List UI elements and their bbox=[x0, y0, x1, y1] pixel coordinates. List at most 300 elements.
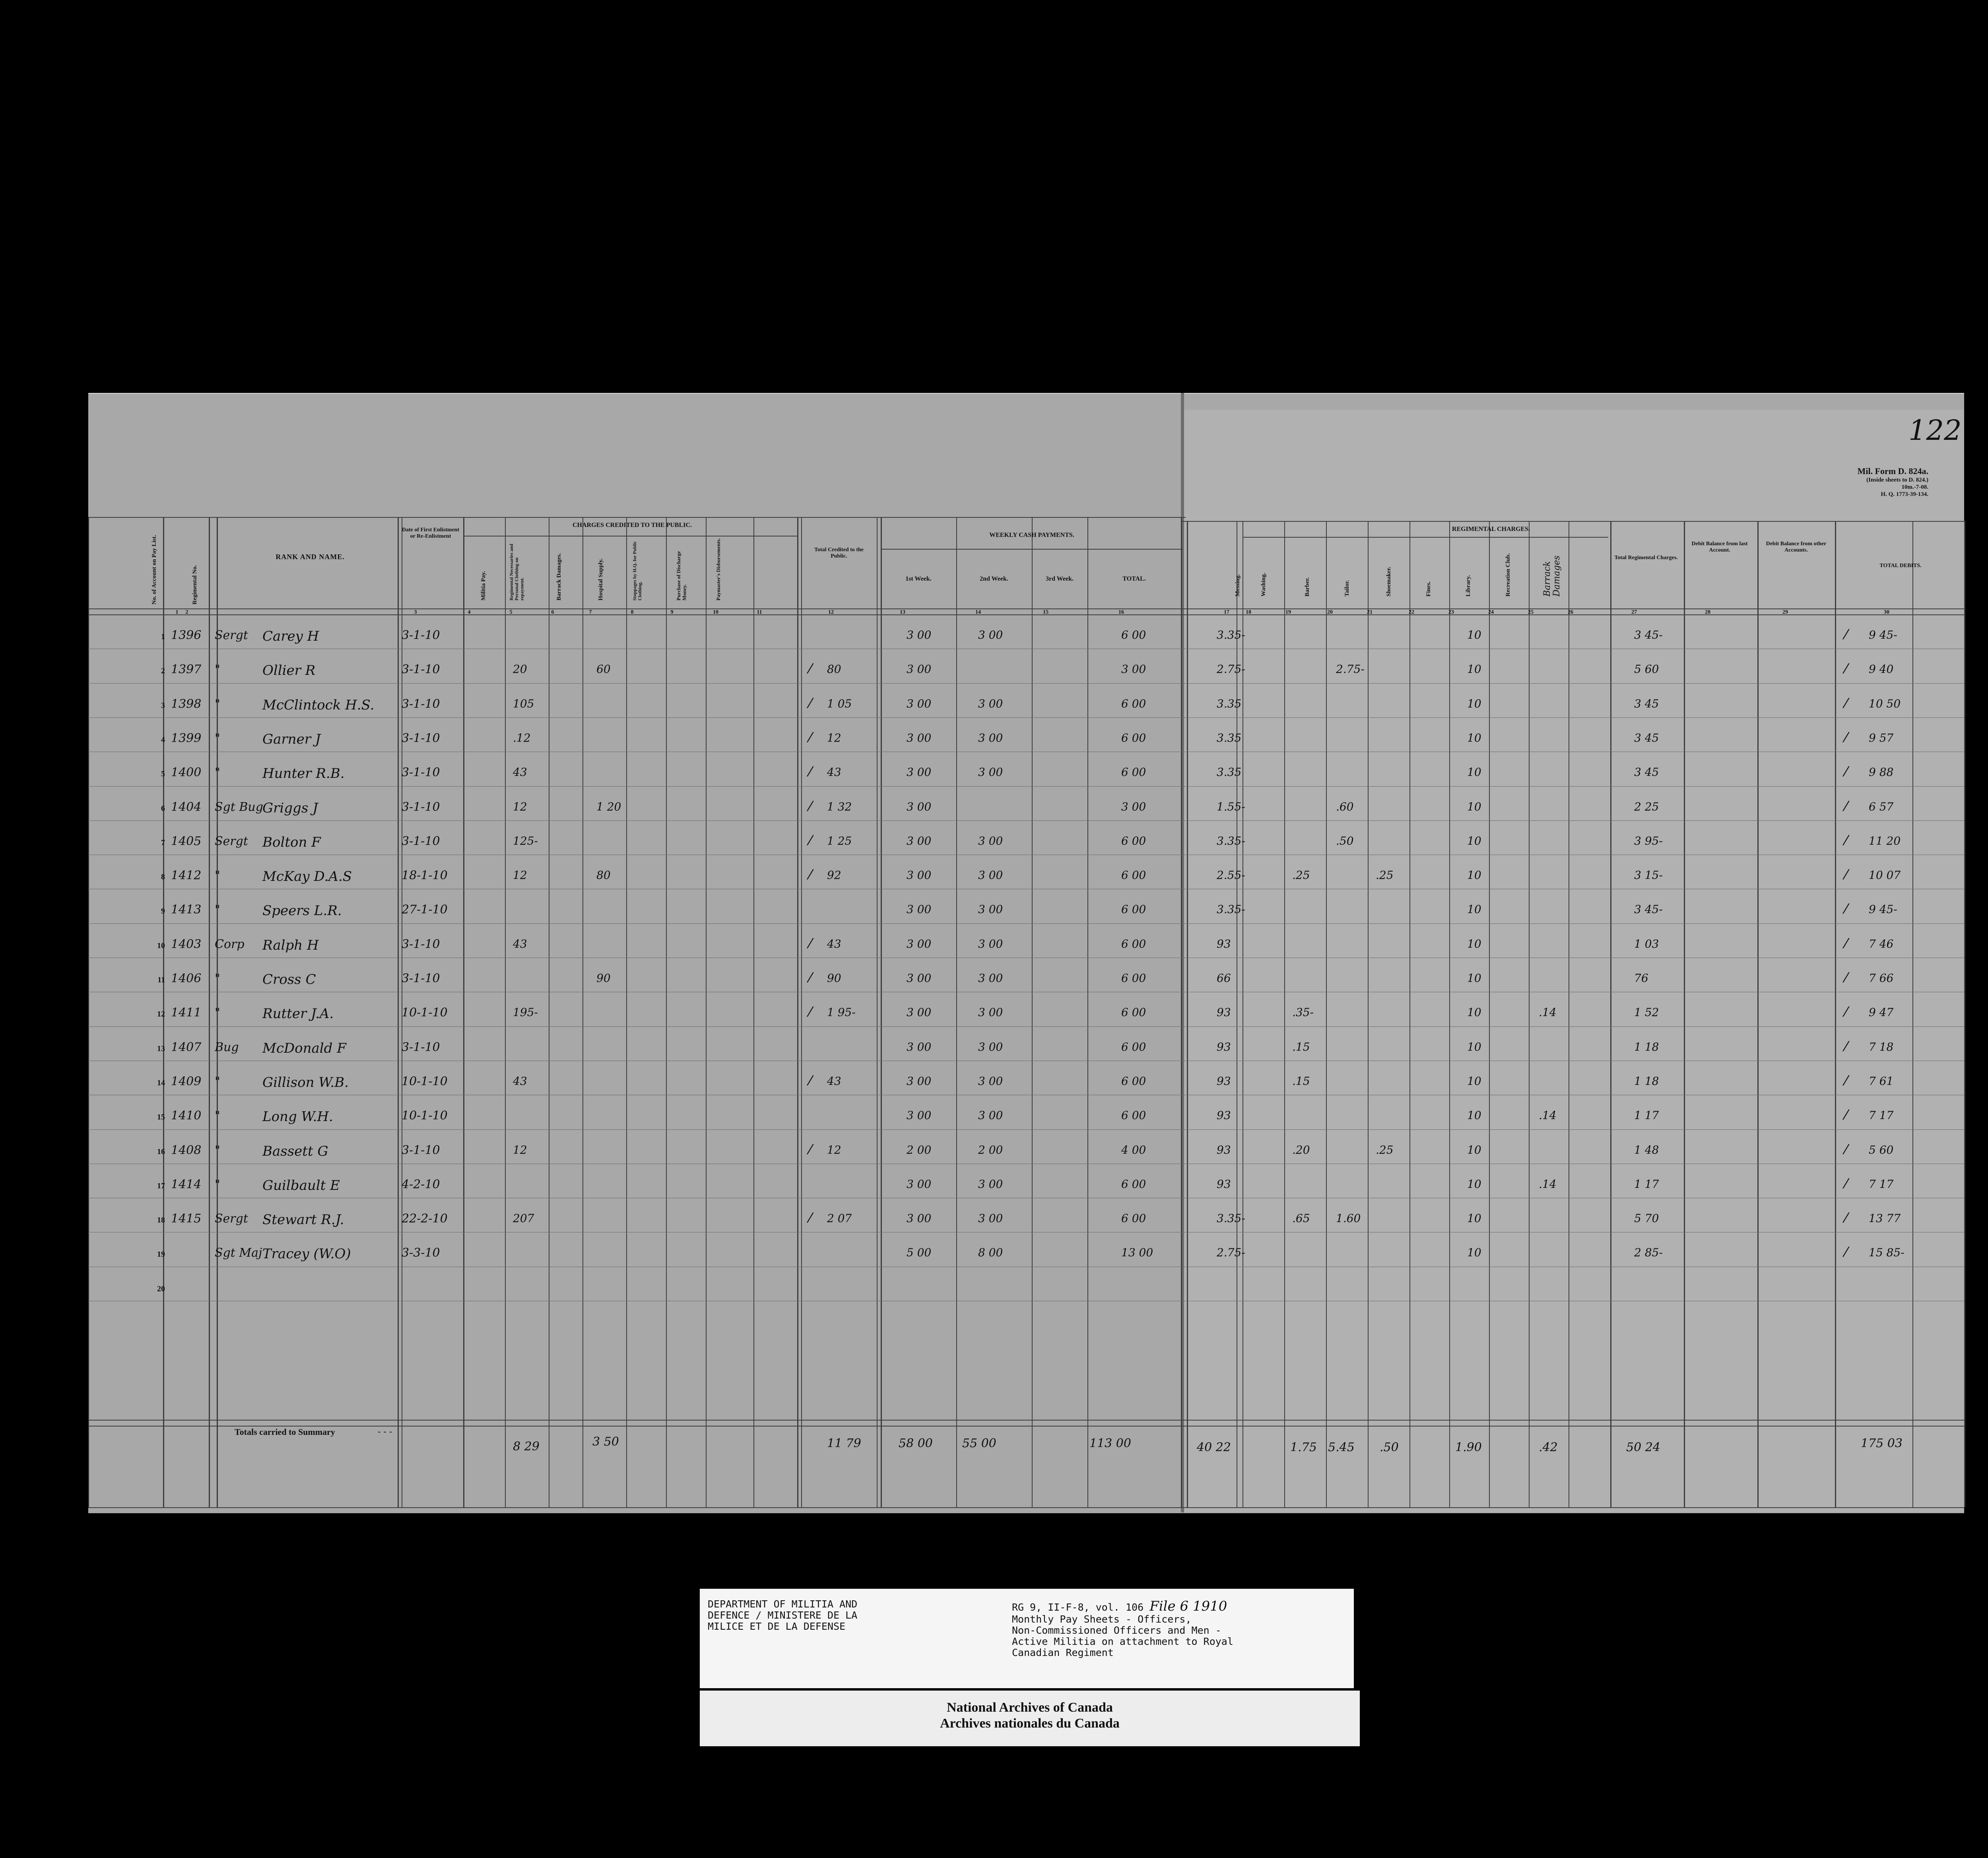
nac-french: Archives nationales du Canada bbox=[940, 1716, 1120, 1731]
cell-w2: 3 00 bbox=[978, 766, 1003, 779]
cell-c5: 12 bbox=[513, 869, 527, 882]
archive-rg-number: RG 9, II-F-8, vol. 106 bbox=[1012, 1601, 1144, 1613]
tick-tdeb-mark: ⁄ bbox=[1845, 696, 1847, 711]
grid-column-line bbox=[88, 517, 89, 1507]
grid-column-line bbox=[1912, 521, 1913, 1507]
ledger-right-page bbox=[1183, 410, 1964, 1512]
cell-mess: 3.35- bbox=[1217, 903, 1245, 916]
cell-w1: 3 00 bbox=[907, 903, 932, 916]
grid-column-line bbox=[1284, 521, 1285, 1507]
column-number: 23 bbox=[1448, 609, 1454, 615]
grid-column-line bbox=[956, 517, 957, 1507]
cell-name: Bolton F bbox=[262, 834, 321, 850]
cell-rank: Sergt bbox=[215, 1212, 248, 1226]
cell-name: Carey H bbox=[262, 628, 319, 644]
cell-c5: 12 bbox=[513, 1143, 527, 1156]
totals-w1: 58 00 bbox=[899, 1436, 933, 1450]
form-line4: H. Q. 1773-39-134. bbox=[1881, 491, 1928, 498]
cell-c7: 1 20 bbox=[596, 800, 621, 813]
archive-description bbox=[1012, 1599, 1233, 1658]
cell-reg: 1412 bbox=[171, 869, 202, 882]
row-number: 14 bbox=[157, 1079, 165, 1087]
cell-treg: 3 45- bbox=[1634, 628, 1663, 641]
cell-rec: .14 bbox=[1539, 1109, 1557, 1122]
cell-w1: 3 00 bbox=[907, 628, 932, 641]
cell-rank: " bbox=[215, 663, 220, 676]
cell-c12: 1 05 bbox=[827, 697, 852, 710]
tick-tdeb-mark: ⁄ bbox=[1845, 867, 1847, 883]
totals-w2: 55 00 bbox=[962, 1436, 996, 1450]
tick-tdeb-mark: ⁄ bbox=[1845, 1073, 1847, 1089]
cell-date: 3-1-10 bbox=[402, 800, 440, 814]
cell-barber: .20 bbox=[1292, 1143, 1310, 1156]
cell-treg: 5 70 bbox=[1634, 1212, 1659, 1225]
grid-column-line bbox=[753, 517, 754, 1507]
cell-lib: 10 bbox=[1467, 1006, 1481, 1019]
cell-treg: 2 85- bbox=[1634, 1246, 1663, 1259]
totals-shoemaker: .50 bbox=[1380, 1440, 1399, 1454]
cell-mess: 66 bbox=[1217, 972, 1231, 985]
cell-mess: 2.55- bbox=[1217, 869, 1245, 882]
cell-c5: 105 bbox=[513, 697, 534, 710]
header-debit-last: Debit Balance from last Account. bbox=[1691, 541, 1748, 554]
cell-tailor: 2.75- bbox=[1336, 663, 1365, 676]
cell-tdeb: 5 60 bbox=[1869, 1143, 1894, 1156]
header-week2: 2nd Week. bbox=[980, 575, 1008, 582]
cell-c5: 12 bbox=[513, 800, 527, 813]
archive-dept-line2: DEFENCE / MINISTERE DE LA bbox=[708, 1609, 858, 1621]
cell-treg: 76 bbox=[1634, 972, 1648, 985]
cell-date: 22-2-10 bbox=[402, 1212, 448, 1226]
cell-c12: 80 bbox=[827, 663, 841, 676]
cell-tdeb: 9 47 bbox=[1869, 1006, 1894, 1019]
tick-c12-mark: ⁄ bbox=[809, 867, 812, 883]
tick-c12-mark: ⁄ bbox=[809, 764, 812, 780]
header-week3: 3rd Week. bbox=[1046, 575, 1074, 582]
tick-tdeb-mark: ⁄ bbox=[1845, 661, 1847, 677]
cell-lib: 10 bbox=[1467, 663, 1481, 676]
cell-tailor: .50 bbox=[1336, 834, 1354, 847]
cell-rank: " bbox=[215, 869, 220, 882]
archive-desc-line4: Active Militia on attachment to Royal bbox=[1012, 1636, 1233, 1648]
grid-column-line bbox=[626, 517, 627, 1507]
tick-c12-mark: ⁄ bbox=[809, 1142, 812, 1158]
cell-reg: 1414 bbox=[171, 1178, 202, 1191]
cell-treg: 2 25 bbox=[1634, 800, 1659, 813]
header-charges-public: CHARGES CREDITED TO THE PUBLIC. bbox=[572, 522, 692, 529]
tick-tdeb-mark: ⁄ bbox=[1845, 1210, 1847, 1226]
header-total-credited: Total Credited to the Public. bbox=[814, 547, 864, 560]
column-number: 12 bbox=[828, 609, 834, 615]
cell-lib: 10 bbox=[1467, 1212, 1481, 1225]
cell-c7: 60 bbox=[596, 663, 611, 676]
cell-date: 3-3-10 bbox=[402, 1246, 440, 1260]
row-number: 1 bbox=[161, 632, 165, 641]
archive-file-handwritten: File 6 1910 bbox=[1149, 1598, 1227, 1614]
nac-english: National Archives of Canada bbox=[947, 1700, 1113, 1715]
header-debit-other: Debit Balance from other Accounts. bbox=[1766, 541, 1827, 554]
grid-column-line bbox=[881, 517, 882, 1507]
cell-rank: " bbox=[215, 1143, 220, 1157]
header-account-no: No. of Account on Pay List. bbox=[151, 535, 157, 604]
cell-tot: 6 00 bbox=[1121, 1109, 1146, 1122]
grid-column-line bbox=[1835, 521, 1836, 1507]
column-number: 20 bbox=[1327, 609, 1333, 615]
grid-column-line bbox=[1449, 521, 1450, 1507]
header-weekly-cash: WEEKLY CASH PAYMENTS. bbox=[989, 532, 1074, 538]
cell-rank: " bbox=[215, 731, 220, 745]
grid-column-line bbox=[1032, 517, 1033, 1507]
cell-c7: 80 bbox=[596, 869, 611, 882]
cell-lib: 10 bbox=[1467, 937, 1481, 950]
grid-column-line bbox=[1684, 521, 1685, 1507]
grid-column-line bbox=[1757, 521, 1759, 1507]
row-number: 18 bbox=[157, 1216, 165, 1224]
grid-row-rule bbox=[88, 786, 1964, 787]
cell-tdeb: 7 18 bbox=[1869, 1040, 1894, 1053]
cell-c5: 20 bbox=[513, 663, 527, 676]
cell-mess: 2.75- bbox=[1217, 663, 1245, 676]
archive-desc-line2: Monthly Pay Sheets - Officers, bbox=[1012, 1613, 1192, 1625]
tick-c12-mark: ⁄ bbox=[809, 833, 812, 849]
column-number: 6 bbox=[551, 609, 554, 615]
archive-dept-line3: MILICE ET DE LA DEFENSE bbox=[708, 1621, 846, 1632]
cell-tot: 3 00 bbox=[1121, 800, 1146, 813]
grid-row-rule bbox=[88, 820, 1964, 821]
column-number: 2 bbox=[185, 609, 188, 615]
cell-shoe: .25 bbox=[1376, 1143, 1394, 1156]
cell-w1: 3 00 bbox=[907, 1212, 932, 1225]
cell-tailor: .60 bbox=[1336, 800, 1354, 813]
cell-tdeb: 6 57 bbox=[1869, 800, 1894, 813]
tick-tdeb-mark: ⁄ bbox=[1845, 1244, 1847, 1260]
row-number: 15 bbox=[157, 1113, 165, 1121]
cell-date: 3-1-10 bbox=[402, 972, 440, 985]
cell-date: 18-1-10 bbox=[402, 869, 448, 882]
cell-lib: 10 bbox=[1467, 800, 1481, 813]
cell-w2: 3 00 bbox=[978, 834, 1003, 847]
cell-mess: 3.35 bbox=[1217, 697, 1242, 710]
grid-column-line bbox=[1409, 521, 1410, 1507]
grid-row-line bbox=[88, 517, 1186, 518]
cell-c5: .12 bbox=[513, 731, 531, 744]
cell-mess: 93 bbox=[1217, 1109, 1231, 1122]
tick-tdeb-mark: ⁄ bbox=[1845, 833, 1847, 849]
cell-reg: 1398 bbox=[171, 697, 202, 711]
cell-date: 3-1-10 bbox=[402, 1143, 440, 1157]
cell-reg: 1404 bbox=[171, 800, 202, 814]
cell-name: Gillison W.B. bbox=[262, 1075, 349, 1090]
tick-tdeb-mark: ⁄ bbox=[1845, 970, 1847, 986]
header-regimental-necessaries: Regimental Necessaries and Personal Clothing on repayment. bbox=[509, 544, 525, 601]
column-number: 4 bbox=[468, 609, 471, 615]
row-number: 6 bbox=[161, 804, 165, 813]
grid-column-line bbox=[1610, 521, 1611, 1507]
cell-barber: .35- bbox=[1292, 1006, 1314, 1019]
header-stoppages: Stoppages by H.Q. for Public Clothing. bbox=[632, 541, 643, 601]
cell-treg: 5 60 bbox=[1634, 663, 1659, 676]
tick-tdeb-mark: ⁄ bbox=[1845, 1176, 1847, 1192]
tick-tdeb-mark: ⁄ bbox=[1845, 799, 1847, 814]
tick-c12-mark: ⁄ bbox=[809, 936, 812, 952]
cell-rank: " bbox=[215, 697, 220, 711]
form-line3: 10m.-7-08. bbox=[1901, 484, 1928, 491]
cell-date: 10-1-10 bbox=[402, 1075, 448, 1088]
cell-treg: 1 48 bbox=[1634, 1143, 1659, 1156]
cell-date: 3-1-10 bbox=[402, 834, 440, 848]
cell-rec: .14 bbox=[1539, 1006, 1557, 1019]
cell-tdeb: 7 61 bbox=[1869, 1075, 1894, 1088]
column-number: 24 bbox=[1488, 609, 1494, 615]
cell-treg: 3 45 bbox=[1634, 731, 1659, 744]
grid-row-line bbox=[881, 549, 1183, 550]
cell-tot: 6 00 bbox=[1121, 766, 1146, 779]
cell-c5: 43 bbox=[513, 937, 527, 950]
cell-reg: 1405 bbox=[171, 834, 202, 848]
cell-name: Rutter J.A. bbox=[262, 1006, 334, 1022]
column-number: 16 bbox=[1118, 609, 1124, 615]
cell-rank: Bug bbox=[215, 1040, 239, 1054]
cell-rank: Sergt bbox=[215, 834, 248, 848]
cell-name: Stewart R.J. bbox=[262, 1212, 344, 1228]
cell-w1: 3 00 bbox=[907, 1109, 932, 1122]
row-number: 12 bbox=[157, 1010, 165, 1018]
tick-c12-mark: ⁄ bbox=[809, 1004, 812, 1020]
cell-treg: 1 18 bbox=[1634, 1040, 1659, 1053]
cell-treg: 3 45 bbox=[1634, 766, 1659, 779]
header-total: TOTAL. bbox=[1122, 575, 1146, 582]
column-number: 5 bbox=[509, 609, 513, 615]
cell-name: Tracey (W.O) bbox=[262, 1246, 351, 1262]
cell-date: 27-1-10 bbox=[402, 903, 448, 917]
totals-regimental: 50 24 bbox=[1626, 1440, 1660, 1454]
cell-rank: " bbox=[215, 1006, 220, 1020]
grid-column-line bbox=[582, 517, 583, 1507]
header-recreation: Recreation Club. bbox=[1505, 553, 1511, 597]
column-number: 19 bbox=[1285, 609, 1291, 615]
cell-lib: 10 bbox=[1467, 766, 1481, 779]
cell-date: 3-1-10 bbox=[402, 937, 440, 951]
form-title: Mil. Form D. 824a. bbox=[1857, 466, 1928, 476]
cell-treg: 1 18 bbox=[1634, 1075, 1659, 1088]
row-number: 8 bbox=[161, 873, 165, 881]
cell-tot: 6 00 bbox=[1121, 731, 1146, 744]
cell-reg: 1399 bbox=[171, 731, 202, 745]
cell-rank: " bbox=[215, 766, 220, 779]
cell-tot: 6 00 bbox=[1121, 834, 1146, 847]
grid-column-line bbox=[1087, 517, 1088, 1507]
cell-w1: 3 00 bbox=[907, 663, 932, 676]
cell-c12: 90 bbox=[827, 972, 841, 985]
cell-shoe: .25 bbox=[1376, 869, 1394, 882]
cell-mess: 93 bbox=[1217, 1178, 1231, 1191]
archive-department bbox=[708, 1599, 857, 1632]
header-total-debits: TOTAL DEBITS. bbox=[1879, 563, 1922, 569]
cell-tdeb: 10 50 bbox=[1869, 697, 1901, 710]
cell-tdeb: 13 77 bbox=[1869, 1212, 1901, 1225]
header-regimental-no: Regimental No. bbox=[192, 565, 198, 604]
totals-library: 1.90 bbox=[1455, 1440, 1482, 1454]
cell-lib: 10 bbox=[1467, 1246, 1481, 1259]
cell-name: Griggs J bbox=[262, 800, 318, 816]
cell-tdeb: 9 45- bbox=[1869, 903, 1897, 916]
cell-w1: 3 00 bbox=[907, 972, 932, 985]
cell-mess: 93 bbox=[1217, 1143, 1231, 1156]
tick-c12-mark: ⁄ bbox=[809, 970, 812, 986]
row-number: 4 bbox=[161, 735, 165, 744]
cell-name: McDonald F bbox=[262, 1040, 346, 1056]
column-number: 25 bbox=[1528, 609, 1534, 615]
cell-date: 3-1-10 bbox=[402, 628, 440, 642]
cell-reg: 1396 bbox=[171, 628, 202, 642]
cell-c12: 43 bbox=[827, 1075, 841, 1088]
cell-w2: 3 00 bbox=[978, 1040, 1003, 1053]
column-number: 21 bbox=[1367, 609, 1373, 615]
cell-reg: 1403 bbox=[171, 937, 202, 951]
cell-w2: 3 00 bbox=[978, 1075, 1003, 1088]
cell-w1: 3 00 bbox=[907, 697, 932, 710]
cell-date: 3-1-10 bbox=[402, 1040, 440, 1054]
column-number: 18 bbox=[1246, 609, 1251, 615]
cell-lib: 10 bbox=[1467, 697, 1481, 710]
row-number: 2 bbox=[161, 667, 165, 675]
grid-column-line bbox=[706, 517, 707, 1507]
cell-lib: 10 bbox=[1467, 1143, 1481, 1156]
header-tailor: Tailor. bbox=[1344, 580, 1350, 597]
cell-tot: 13 00 bbox=[1121, 1246, 1153, 1259]
cell-tot: 6 00 bbox=[1121, 1075, 1146, 1088]
header-purchase-discharge: Purchase of Discharge Money. bbox=[676, 551, 687, 601]
cell-w2: 2 00 bbox=[978, 1143, 1003, 1156]
cell-lib: 10 bbox=[1467, 903, 1481, 916]
cell-tdeb: 7 17 bbox=[1869, 1178, 1894, 1191]
row-number: 9 bbox=[161, 907, 165, 915]
tick-tdeb-mark: ⁄ bbox=[1845, 936, 1847, 952]
cell-w1: 3 00 bbox=[907, 869, 932, 882]
row-number: 19 bbox=[157, 1250, 165, 1259]
cell-tot: 6 00 bbox=[1121, 937, 1146, 950]
totals-c7: 3 50 bbox=[592, 1435, 619, 1449]
tick-c12-mark: ⁄ bbox=[809, 661, 812, 677]
cell-date: 4-2-10 bbox=[402, 1178, 440, 1191]
grid-column-line bbox=[1181, 517, 1182, 1507]
grid-row-line bbox=[88, 1507, 1964, 1508]
cell-mess: 3.35- bbox=[1217, 834, 1245, 847]
tick-c12-mark: ⁄ bbox=[809, 799, 812, 814]
totals-tailor: 5.45 bbox=[1328, 1440, 1355, 1454]
cell-mess: 2.75- bbox=[1217, 1246, 1245, 1259]
grid-row-rule bbox=[88, 1129, 1964, 1130]
cell-name: Cross C bbox=[262, 972, 316, 987]
cell-tdeb: 10 07 bbox=[1869, 869, 1901, 882]
cell-c12: 1 32 bbox=[827, 800, 852, 813]
column-number: 13 bbox=[900, 609, 905, 615]
cell-w1: 3 00 bbox=[907, 937, 932, 950]
cell-c12: 12 bbox=[827, 731, 841, 744]
header-shoemaker: Shoemaker. bbox=[1386, 567, 1392, 597]
cell-c5: 125- bbox=[513, 834, 538, 847]
cell-treg: 3 45 bbox=[1634, 697, 1659, 710]
cell-c5: 43 bbox=[513, 766, 527, 779]
cell-mess: 3.35- bbox=[1217, 1212, 1245, 1225]
cell-name: McKay D.A.S bbox=[262, 869, 352, 884]
cell-date: 3-1-10 bbox=[402, 663, 440, 676]
grid-column-line bbox=[1326, 521, 1327, 1507]
cell-date: 10-1-10 bbox=[402, 1109, 448, 1123]
cell-w2: 8 00 bbox=[978, 1246, 1003, 1259]
cell-w1: 3 00 bbox=[907, 766, 932, 779]
cell-c5: 195- bbox=[513, 1006, 538, 1019]
tick-c12-mark: ⁄ bbox=[809, 1073, 812, 1089]
cell-mess: 3.35 bbox=[1217, 766, 1242, 779]
column-number: 9 bbox=[670, 609, 674, 615]
cell-tot: 3 00 bbox=[1121, 663, 1146, 676]
header-col25-handwritten: Barrack Damages bbox=[1542, 555, 1562, 597]
cell-rank: Sgt Maj bbox=[215, 1246, 262, 1260]
cell-w2: 3 00 bbox=[978, 1006, 1003, 1019]
column-number: 22 bbox=[1409, 609, 1414, 615]
cell-lib: 10 bbox=[1467, 869, 1481, 882]
cell-w1: 3 00 bbox=[907, 800, 932, 813]
tick-tdeb-mark: ⁄ bbox=[1845, 1107, 1847, 1123]
cell-w1: 2 00 bbox=[907, 1143, 932, 1156]
header-library: Library. bbox=[1465, 575, 1472, 597]
cell-c12: 1 95- bbox=[827, 1006, 856, 1019]
tick-tdeb-mark: ⁄ bbox=[1845, 730, 1847, 746]
cell-name: Ralph H bbox=[262, 937, 319, 953]
cell-rank: Corp bbox=[215, 937, 245, 951]
cell-tailor: 1.60 bbox=[1336, 1212, 1361, 1225]
cell-mess: 3.35- bbox=[1217, 628, 1245, 641]
tick-c12-mark: ⁄ bbox=[809, 1210, 812, 1226]
form-reference bbox=[1797, 466, 1928, 498]
cell-c12: 12 bbox=[827, 1143, 841, 1156]
cell-tot: 6 00 bbox=[1121, 1040, 1146, 1053]
archive-desc-line3: Non-Commissioned Officers and Men - bbox=[1012, 1625, 1221, 1636]
cell-tdeb: 9 40 bbox=[1869, 663, 1894, 676]
totals-recreation: .42 bbox=[1539, 1440, 1558, 1454]
cell-mess: 93 bbox=[1217, 1040, 1231, 1053]
cell-c12: 43 bbox=[827, 766, 841, 779]
row-number: 13 bbox=[157, 1044, 165, 1053]
grid-row-line bbox=[88, 1420, 1964, 1421]
cell-name: McClintock H.S. bbox=[262, 697, 375, 713]
cell-lib: 10 bbox=[1467, 1040, 1481, 1053]
cell-c12: 1 25 bbox=[827, 834, 852, 847]
column-number: 11 bbox=[757, 609, 762, 615]
cell-c7: 90 bbox=[596, 972, 611, 985]
cell-reg: 1397 bbox=[171, 663, 202, 676]
column-number: 26 bbox=[1568, 609, 1573, 615]
cell-tdeb: 7 46 bbox=[1869, 937, 1894, 950]
tick-c12-mark: ⁄ bbox=[809, 730, 812, 746]
grid-row-line bbox=[88, 614, 1964, 615]
row-number: 17 bbox=[157, 1182, 165, 1190]
header-paymasters: Paymaster's Disbursements. bbox=[715, 538, 721, 601]
tick-c12-mark: ⁄ bbox=[809, 696, 812, 711]
cell-reg: 1409 bbox=[171, 1075, 202, 1088]
grid-column-line bbox=[398, 517, 399, 1507]
totals-messing: 40 22 bbox=[1197, 1440, 1231, 1454]
cell-barber: .15 bbox=[1292, 1040, 1310, 1053]
header-fines: Fines. bbox=[1425, 581, 1432, 597]
cell-reg: 1400 bbox=[171, 766, 202, 779]
cell-lib: 10 bbox=[1467, 834, 1481, 847]
cell-tdeb: 9 45- bbox=[1869, 628, 1897, 641]
cell-reg: 1415 bbox=[171, 1212, 202, 1226]
cell-mess: 93 bbox=[1217, 1006, 1231, 1019]
tick-tdeb-mark: ⁄ bbox=[1845, 627, 1847, 643]
